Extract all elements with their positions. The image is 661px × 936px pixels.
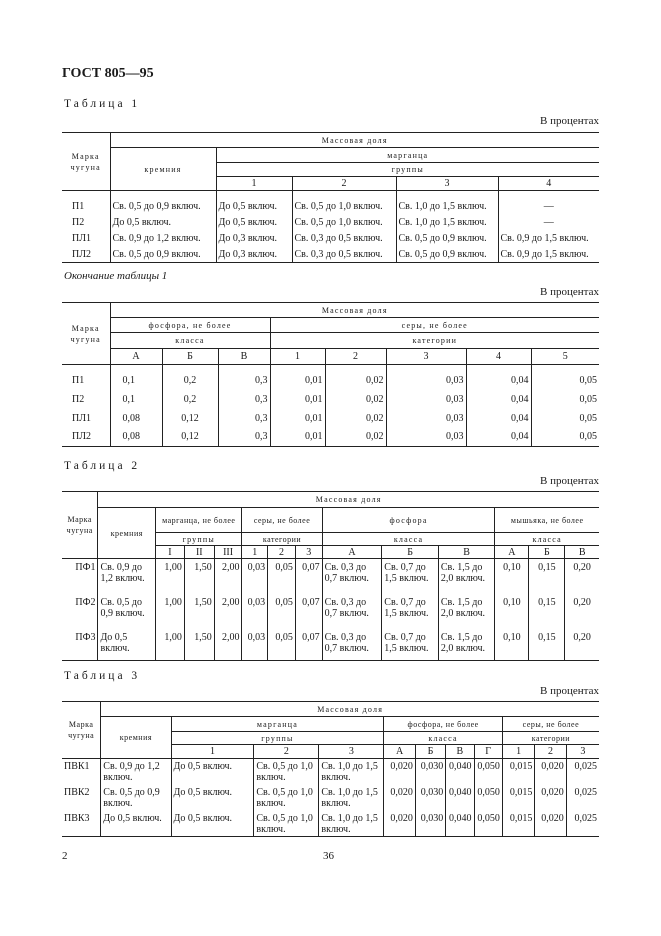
table1-cell: Св. 0,9 до 1,5 включ. bbox=[498, 247, 599, 263]
table2-cell: 0,03 bbox=[242, 594, 268, 629]
table3-group-label: 1 bbox=[171, 745, 254, 759]
table-row bbox=[62, 215, 599, 231]
table3-cell: 0,050 bbox=[474, 785, 502, 811]
table1b-cell: 0,05 bbox=[531, 371, 599, 390]
table1-cell: Св. 0,3 до 0,5 включ. bbox=[292, 231, 396, 247]
table3-cell: 0,020 bbox=[384, 759, 415, 785]
table1-continuation-caption: Окончание таблицы 1 bbox=[64, 270, 168, 282]
table2-category-label: 2 bbox=[268, 546, 296, 559]
table1b-cell: 0,05 bbox=[531, 428, 599, 447]
table3-cell: Св. 0,5 до 1,0 включ. bbox=[254, 759, 319, 785]
table2 bbox=[62, 491, 599, 661]
table2-cell: 0,20 bbox=[565, 559, 599, 594]
table1-cell: Св. 0,5 до 1,0 включ. bbox=[292, 215, 396, 231]
table3-mark: ПВК1 bbox=[64, 761, 90, 772]
table3-cell: 0,020 bbox=[535, 811, 566, 837]
table1-cell: Св. 1,0 до 1,5 включ. bbox=[396, 215, 498, 231]
table1b-head-mark: Марка чугуна bbox=[62, 303, 110, 365]
table3-head-sulfur: серы, не более bbox=[502, 717, 599, 732]
table3-cell: Св. 0,9 до 1,2 включ. bbox=[101, 759, 171, 785]
table1b-cell: 0,1 bbox=[110, 371, 162, 390]
table3-class-label: Б bbox=[415, 745, 445, 759]
table3-cell: 0,025 bbox=[566, 811, 599, 837]
table2-cell: 0,20 bbox=[565, 629, 599, 661]
table1-mark: П1 bbox=[72, 201, 85, 212]
table-row bbox=[62, 390, 599, 409]
table1b-category-label: 2 bbox=[325, 349, 386, 365]
table3-category-label: 3 bbox=[566, 745, 599, 759]
table3-head-class: класса bbox=[384, 732, 502, 745]
table3-cell: 0,015 bbox=[502, 811, 535, 837]
table2-class-label: В bbox=[565, 546, 599, 559]
table3-cell: До 0,5 включ. bbox=[101, 811, 171, 837]
table1-cell: — bbox=[498, 215, 599, 231]
table3-head-groups: группы bbox=[171, 732, 384, 745]
table1-mark: П2 bbox=[72, 217, 85, 228]
table1b-cell: 0,05 bbox=[531, 409, 599, 428]
table1b-cell: 0,04 bbox=[466, 390, 531, 409]
table1-unit: В процентах bbox=[540, 115, 599, 127]
table3-unit: В процентах bbox=[540, 685, 599, 697]
table2-cell: Св. 0,9 до 1,2 включ. bbox=[98, 559, 156, 594]
table2-group-label: III bbox=[214, 546, 242, 559]
table2-cell: 1,50 bbox=[184, 594, 214, 629]
table2-cell: 1,00 bbox=[156, 559, 185, 594]
table2-mark: ПФ3 bbox=[62, 629, 98, 661]
table-row bbox=[62, 559, 599, 594]
table-row bbox=[62, 785, 599, 811]
table1b-category-label: 4 bbox=[466, 349, 531, 365]
table3-head-phosphorus: фосфора, не более bbox=[384, 717, 502, 732]
table3-head-silicon: кремния bbox=[101, 717, 171, 759]
table3-cell: Св. 0,5 до 0,9 включ. bbox=[101, 785, 171, 811]
table-row bbox=[62, 759, 599, 785]
table1b-cell: 0,03 bbox=[386, 409, 466, 428]
table1b-cell: 0,12 bbox=[162, 428, 218, 447]
table1-cell: Св. 0,3 до 0,5 включ. bbox=[292, 247, 396, 263]
table-row bbox=[62, 428, 599, 447]
table3-head-mark: Марка чугуна bbox=[62, 702, 101, 759]
table1b-cell: 0,12 bbox=[162, 409, 218, 428]
table1-mark: ПЛ2 bbox=[62, 247, 110, 263]
table2-head-silicon: кремния bbox=[98, 508, 156, 559]
table3-cell: Св. 1,0 до 1,5 включ. bbox=[319, 785, 384, 811]
table1b-unit: В процентах bbox=[540, 286, 599, 298]
table1-caption: Таблица 1 bbox=[64, 98, 141, 110]
table2-head-arsenic: мышьяка, не более bbox=[495, 508, 599, 533]
table3-cell: Св. 0,5 до 1,0 включ. bbox=[254, 785, 319, 811]
table1b-cell: 0,04 bbox=[466, 371, 531, 390]
table1b-cell: 0,2 bbox=[162, 371, 218, 390]
table1b-mark: П1 bbox=[72, 374, 85, 386]
table-row bbox=[62, 231, 599, 247]
table3-group-label: 2 bbox=[254, 745, 319, 759]
table3-cell: 0,030 bbox=[415, 811, 445, 837]
table3-head-mass: Массовая доля bbox=[101, 702, 599, 717]
table3-cell: 0,050 bbox=[474, 811, 502, 837]
table2-cell: 1,50 bbox=[184, 629, 214, 661]
table1b-cell: 0,03 bbox=[386, 371, 466, 390]
table1b-cell: 0,08 bbox=[110, 428, 162, 447]
table3-cell: 0,030 bbox=[415, 759, 445, 785]
table1-head-mark: Марка чугуна bbox=[62, 133, 110, 191]
table1b-cell: 0,3 bbox=[218, 371, 270, 390]
table2-cell: 0,03 bbox=[242, 629, 268, 661]
table1b-cell: 0,05 bbox=[531, 390, 599, 409]
table1-cell: — bbox=[498, 199, 599, 215]
table1b-cell: 0,04 bbox=[466, 409, 531, 428]
table3-cell: До 0,5 включ. bbox=[171, 785, 254, 811]
table2-cell: Св. 0,3 до 0,7 включ. bbox=[322, 629, 382, 661]
document-code: ГОСТ 805—95 bbox=[62, 66, 154, 81]
table-row bbox=[62, 199, 599, 215]
table1-head-manganese: марганца bbox=[216, 148, 599, 163]
table1-group-label: 4 bbox=[498, 177, 599, 191]
table1b-head-class: класса bbox=[110, 333, 270, 349]
table2-class-label: Б bbox=[382, 546, 439, 559]
table2-cell: 2,00 bbox=[214, 594, 242, 629]
table2-cell: Св. 0,7 до 1,5 включ. bbox=[382, 559, 439, 594]
table1-cell: Св. 0,5 до 0,9 включ. bbox=[396, 247, 498, 263]
table2-caption: Таблица 2 bbox=[64, 460, 141, 472]
table2-class-label: Б bbox=[529, 546, 565, 559]
table2-class-label: В bbox=[438, 546, 495, 559]
table1-cell: До 0,5 включ. bbox=[216, 199, 292, 215]
table1-cell: Св. 0,9 до 1,5 включ. bbox=[498, 231, 599, 247]
table2-category-label: 1 bbox=[242, 546, 268, 559]
table1b-class-label: Б bbox=[162, 349, 218, 365]
table1b-mark: ПЛ2 bbox=[62, 428, 110, 447]
table3-cell: 0,040 bbox=[446, 811, 474, 837]
table3-cell: 0,020 bbox=[384, 785, 415, 811]
table2-head-class-arsenic: класса bbox=[495, 533, 599, 546]
table1b-cell: 0,03 bbox=[386, 428, 466, 447]
table1b-category-label: 1 bbox=[270, 349, 325, 365]
table1-group-label: 3 bbox=[396, 177, 498, 191]
table3-head-category: категории bbox=[502, 732, 599, 745]
table3-cell: 0,020 bbox=[535, 759, 566, 785]
table1b-head-sulfur: серы, не более bbox=[270, 318, 599, 333]
table-row bbox=[62, 409, 599, 428]
table2-cell: Св. 0,7 до 1,5 включ. bbox=[382, 629, 439, 661]
table1-cell: Св. 0,5 до 0,9 включ. bbox=[110, 247, 216, 263]
table1-group-label: 2 bbox=[292, 177, 396, 191]
table2-cell: Св. 0,5 до 0,9 включ. bbox=[98, 594, 156, 629]
table2-cell: Св. 1,5 до 2,0 включ. bbox=[438, 594, 495, 629]
table3-cell: Св. 1,0 до 1,5 включ. bbox=[319, 811, 384, 837]
table3-head-manganese: марганца bbox=[171, 717, 384, 732]
table3-cell: 0,030 bbox=[415, 785, 445, 811]
table3-cell: 0,025 bbox=[566, 759, 599, 785]
table2-cell: 0,05 bbox=[268, 594, 296, 629]
table-row bbox=[62, 629, 599, 661]
table2-cell: 0,07 bbox=[295, 594, 322, 629]
table3-cell: 0,015 bbox=[502, 759, 535, 785]
page-number-center: 36 bbox=[323, 850, 334, 862]
table1b-cell: 0,3 bbox=[218, 428, 270, 447]
table1b-class-label: А bbox=[110, 349, 162, 365]
table2-cell: Св. 0,3 до 0,7 включ. bbox=[322, 594, 382, 629]
table1b-cell: 0,01 bbox=[270, 409, 325, 428]
table1-cell: Св. 0,5 до 1,0 включ. bbox=[292, 199, 396, 215]
table1b-cell: 0,01 bbox=[270, 390, 325, 409]
table1b-class-label: В bbox=[218, 349, 270, 365]
table3-cell: До 0,5 включ. bbox=[171, 759, 254, 785]
table3-cell: 0,050 bbox=[474, 759, 502, 785]
table2-cell: 0,07 bbox=[295, 559, 322, 594]
table2-cell: 2,00 bbox=[214, 629, 242, 661]
table2-class-label: А bbox=[495, 546, 529, 559]
table2-cell: 0,10 bbox=[495, 594, 529, 629]
table2-cell: 0,15 bbox=[529, 629, 565, 661]
table1b-category-label: 3 bbox=[386, 349, 466, 365]
table-row bbox=[62, 594, 599, 629]
table2-cell: Св. 0,7 до 1,5 включ. bbox=[382, 594, 439, 629]
table1b-cell: 0,02 bbox=[325, 390, 386, 409]
table1-cell: До 0,3 включ. bbox=[216, 231, 292, 247]
table2-cell: Св. 1,5 до 2,0 включ. bbox=[438, 559, 495, 594]
page-number-left: 2 bbox=[62, 850, 68, 862]
table1b-category-label: 5 bbox=[531, 349, 599, 365]
table1-continuation bbox=[62, 302, 599, 447]
table1b-cell: 0,1 bbox=[110, 390, 162, 409]
table1b-cell: 0,2 bbox=[162, 390, 218, 409]
table1b-cell: 0,01 bbox=[270, 428, 325, 447]
table3 bbox=[62, 701, 599, 837]
table2-mark: ПФ2 bbox=[75, 596, 96, 608]
table2-head-groups: группы bbox=[156, 533, 242, 546]
table3-class-label: Г bbox=[474, 745, 502, 759]
table1-cell: Св. 0,5 до 0,9 включ. bbox=[110, 199, 216, 215]
table1-head-silicon: кремния bbox=[110, 148, 216, 191]
table2-mark: ПФ1 bbox=[75, 562, 96, 573]
table2-cell: 0,05 bbox=[268, 559, 296, 594]
table-row bbox=[62, 247, 599, 263]
table1-head-mass: Массовая доля bbox=[110, 133, 599, 148]
table1-cell: До 0,3 включ. bbox=[216, 247, 292, 263]
table1b-mark: П2 bbox=[72, 393, 85, 405]
table2-head-mass: Массовая доля bbox=[98, 492, 599, 508]
table2-cell: До 0,5 включ. bbox=[98, 629, 156, 661]
table3-category-label: 2 bbox=[535, 745, 566, 759]
table3-cell: 0,040 bbox=[446, 759, 474, 785]
table1-cell: До 0,5 включ. bbox=[110, 215, 216, 231]
table1b-cell: 0,08 bbox=[110, 409, 162, 428]
table2-cell: Св. 0,3 до 0,7 включ. bbox=[322, 559, 382, 594]
table3-cell: До 0,5 включ. bbox=[171, 811, 254, 837]
table1-head-groups: группы bbox=[216, 163, 599, 177]
table2-cell: 0,15 bbox=[529, 594, 565, 629]
table1b-cell: 0,01 bbox=[270, 371, 325, 390]
table1b-cell: 0,3 bbox=[218, 409, 270, 428]
table2-head-manganese: марганца, не более bbox=[156, 508, 242, 533]
table3-class-label: А bbox=[384, 745, 415, 759]
table3-cell: Св. 1,0 до 1,5 включ. bbox=[319, 759, 384, 785]
table1b-cell: 0,3 bbox=[218, 390, 270, 409]
table1 bbox=[62, 132, 599, 263]
table3-class-label: В bbox=[446, 745, 474, 759]
table2-head-phosphorus: фосфора bbox=[322, 508, 495, 533]
table3-group-label: 3 bbox=[319, 745, 384, 759]
table2-group-label: II bbox=[184, 546, 214, 559]
table2-cell: 0,05 bbox=[268, 629, 296, 661]
table3-cell: 0,020 bbox=[384, 811, 415, 837]
table2-cell: 1,00 bbox=[156, 594, 185, 629]
table1b-head-category: категории bbox=[270, 333, 599, 349]
table3-cell: 0,040 bbox=[446, 785, 474, 811]
table3-caption: Таблица 3 bbox=[64, 670, 141, 682]
table2-head-class: класса bbox=[322, 533, 495, 546]
table1b-cell: 0,04 bbox=[466, 428, 531, 447]
table2-cell: 0,10 bbox=[495, 629, 529, 661]
table-row bbox=[62, 811, 599, 837]
table3-mark: ПВК3 bbox=[62, 811, 101, 837]
table2-head-mark: Марка чугуна bbox=[62, 492, 98, 559]
table1b-cell: 0,02 bbox=[325, 428, 386, 447]
table1-cell: Св. 0,9 до 1,2 включ. bbox=[110, 231, 216, 247]
table1-mark: ПЛ1 bbox=[72, 233, 92, 244]
table3-cell: Св. 0,5 до 1,0 включ. bbox=[254, 811, 319, 837]
table3-cell: 0,020 bbox=[535, 785, 566, 811]
table2-cell: 1,50 bbox=[184, 559, 214, 594]
table2-cell: Св. 1,5 до 2,0 включ. bbox=[438, 629, 495, 661]
table2-class-label: А bbox=[322, 546, 382, 559]
table3-category-label: 1 bbox=[502, 745, 535, 759]
table2-cell: 0,20 bbox=[565, 594, 599, 629]
table3-cell: 0,015 bbox=[502, 785, 535, 811]
table1-group-label: 1 bbox=[216, 177, 292, 191]
table1-cell: Св. 1,0 до 1,5 включ. bbox=[396, 199, 498, 215]
table2-group-label: I bbox=[156, 546, 185, 559]
table3-mark: ПВК2 bbox=[64, 786, 90, 798]
table2-cell: 0,10 bbox=[495, 559, 529, 594]
table1b-head-mass: Массовая доля bbox=[110, 303, 599, 318]
table1b-cell: 0,03 bbox=[386, 390, 466, 409]
table2-cell: 0,15 bbox=[529, 559, 565, 594]
table2-unit: В процентах bbox=[540, 475, 599, 487]
table2-head-category: категории bbox=[242, 533, 322, 546]
table1b-head-phosphorus: фосфора, не более bbox=[110, 318, 270, 333]
table1-cell: До 0,5 включ. bbox=[216, 215, 292, 231]
table2-cell: 0,07 bbox=[295, 629, 322, 661]
table3-cell: 0,025 bbox=[566, 785, 599, 811]
table2-cell: 2,00 bbox=[214, 559, 242, 594]
table1b-mark: ПЛ1 bbox=[72, 412, 92, 424]
table2-cell: 0,03 bbox=[242, 559, 268, 594]
table2-head-sulfur: серы, не более bbox=[242, 508, 322, 533]
table1b-cell: 0,02 bbox=[325, 371, 386, 390]
table2-cell: 1,00 bbox=[156, 629, 185, 661]
table-row bbox=[62, 371, 599, 390]
table1-cell: Св. 0,5 до 0,9 включ. bbox=[396, 231, 498, 247]
table2-category-label: 3 bbox=[295, 546, 322, 559]
table1b-cell: 0,02 bbox=[325, 409, 386, 428]
